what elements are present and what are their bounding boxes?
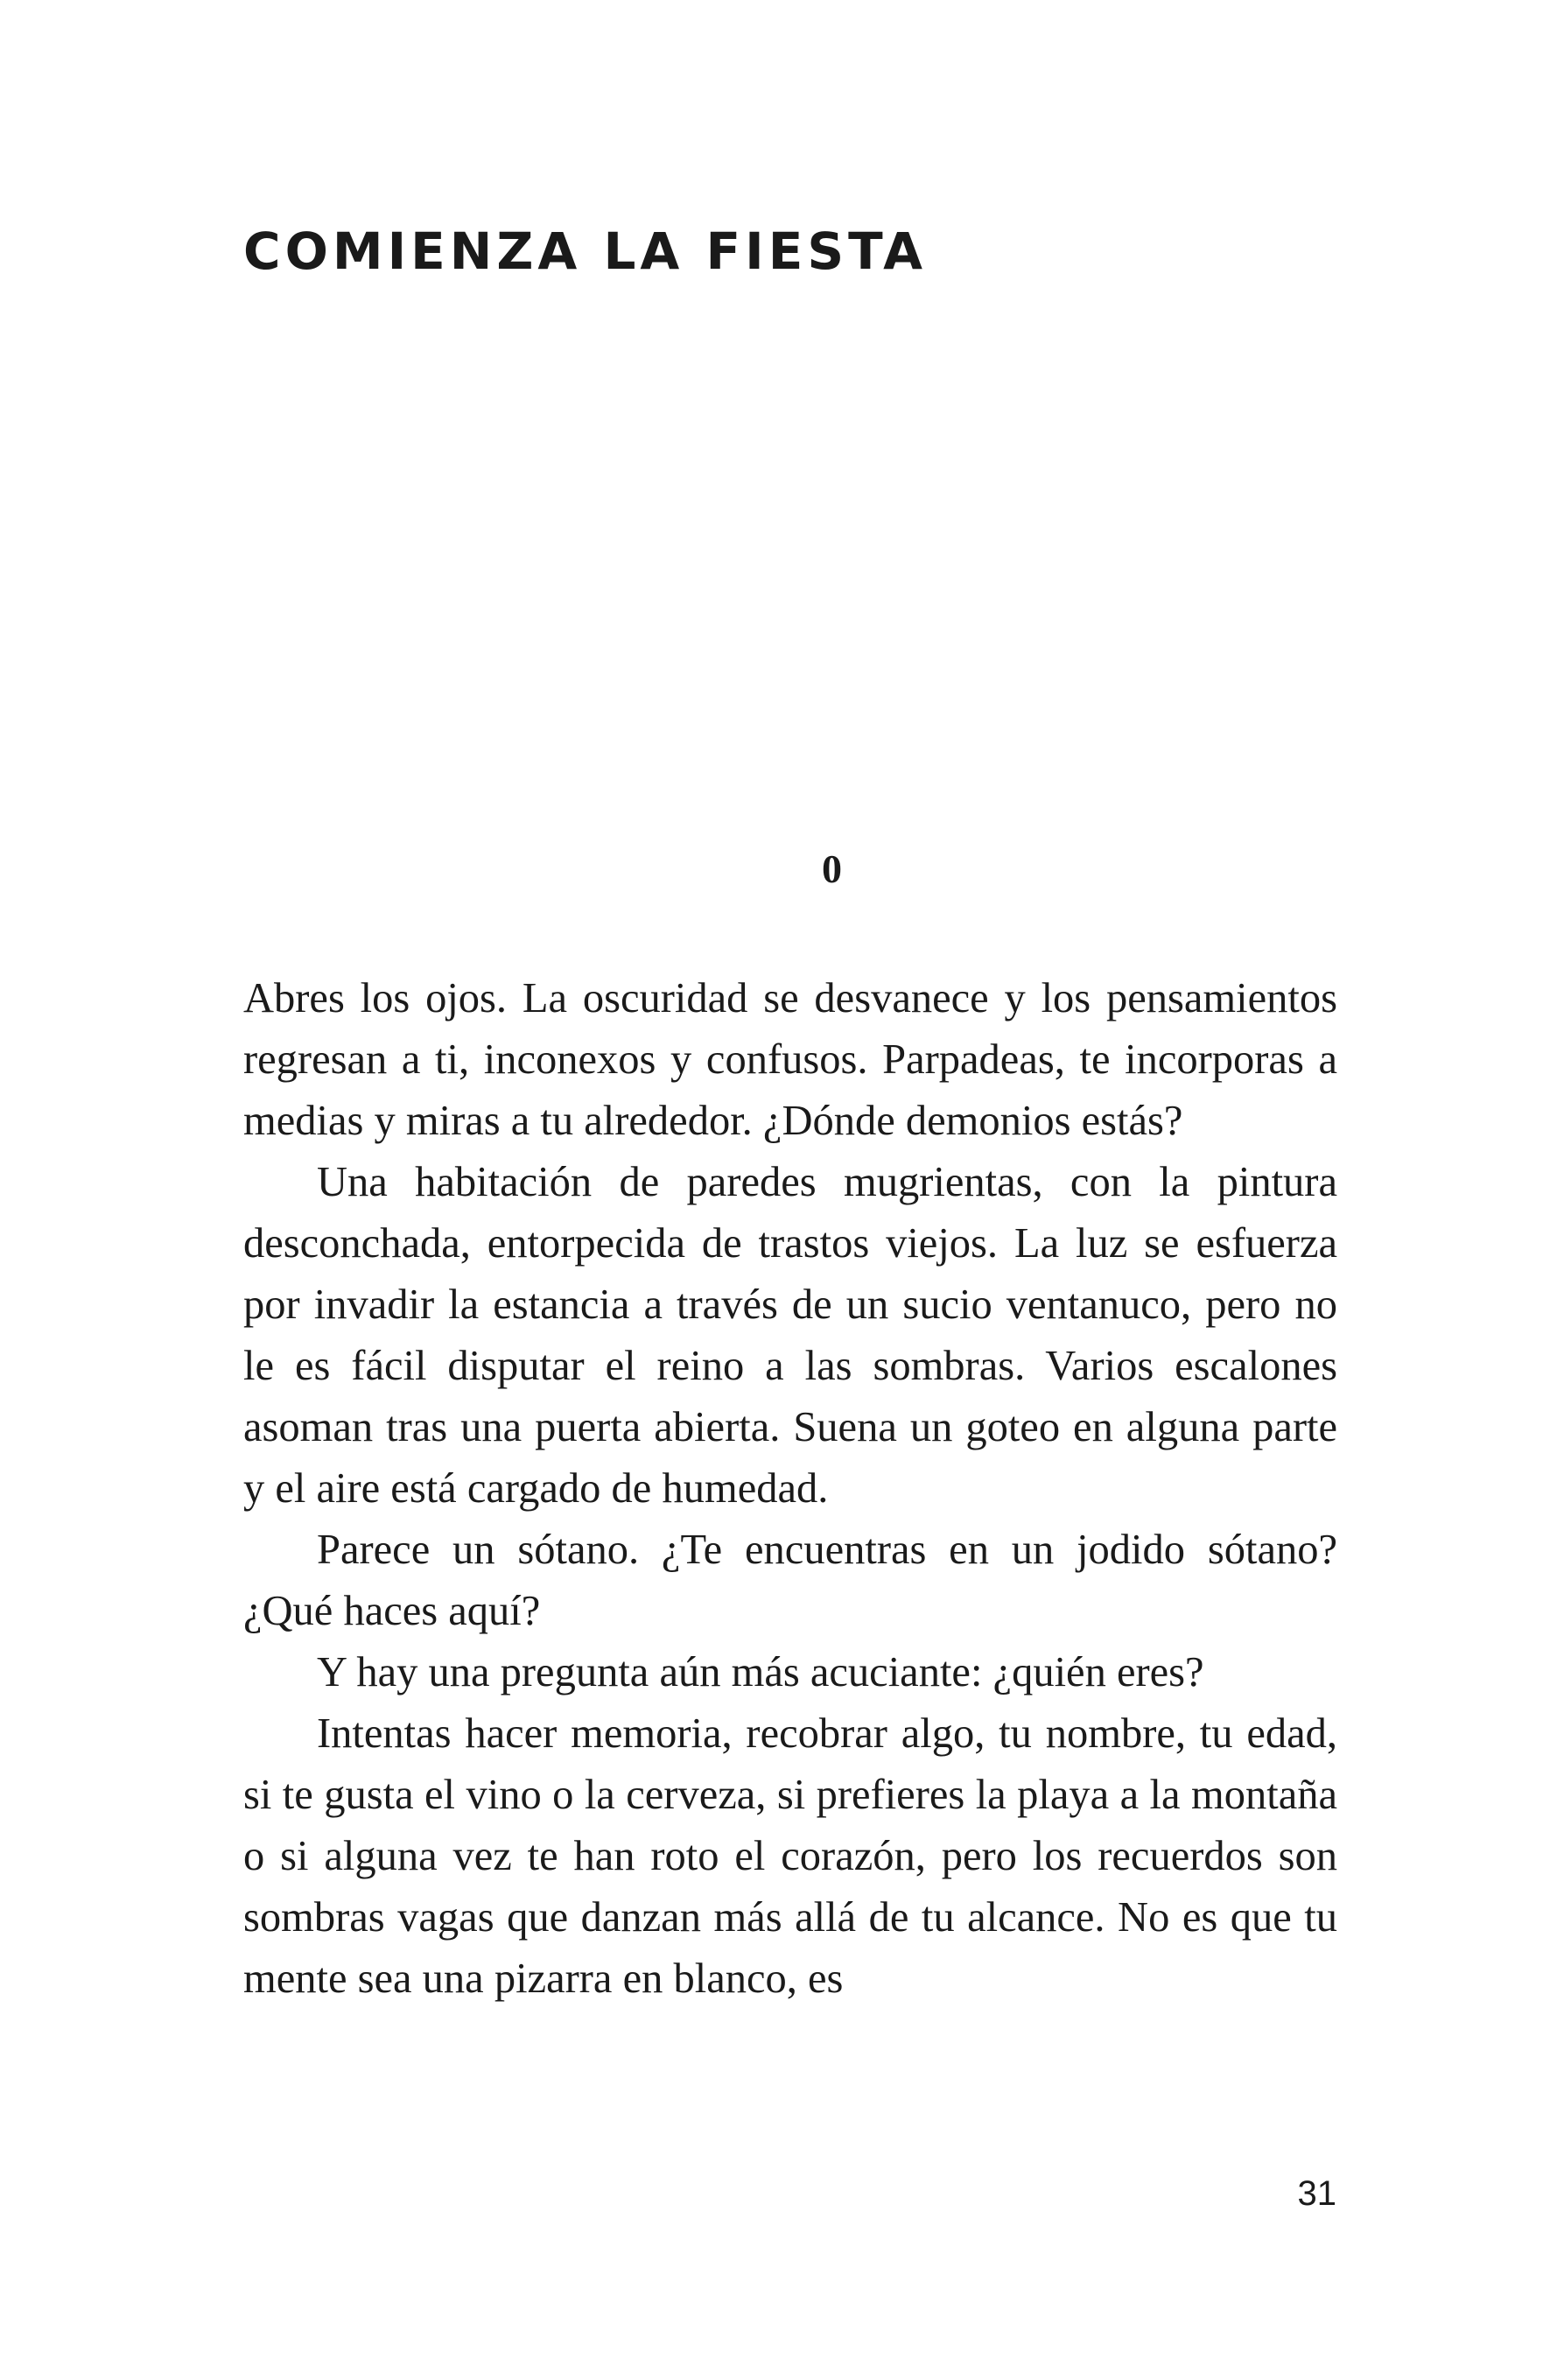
section-number: 0 [822, 846, 842, 891]
paragraph: Parece un sótano. ¿Te encuentras en un jodido sótano? ¿Qué haces aquí? [243, 1527, 1337, 1634]
chapter-title: COMIENZA LA FIESTA [243, 221, 928, 281]
paragraph: Intentas hacer memoria, recobrar algo, tu nombre, tu edad, si te gusta el vino o la cerveza, si prefieres la playa a la montaña o si alguna vez te han roto el corazón, pero los recuerdos son sombras vagas que danzan más allá de tu alcance. No es que tu mente sea una pizarra en blanco, es [243, 1710, 1337, 2002]
paragraph: Una habitación de paredes mugrientas, con la pintura desconchada, entorpecida de trastos viejos. La luz se esfuerza por invadir la estancia a través de un sucio ventanuco, pero no le es fácil disputar el reino a las sombras. Varios escalones asoman tras una puerta abierta. Suena un goteo en alguna parte y el aire está cargado de humedad. [243, 1159, 1337, 1512]
body-text [243, 968, 1337, 2010]
page-number: 31 [1297, 2174, 1336, 2213]
paragraph: Y hay una pregunta aún más acuciante: ¿quién eres? [317, 1649, 1204, 1695]
paragraph: Abres los ojos. La oscuridad se desvanece y los pensamientos regresan a ti, inconexos y confusos. Parpadeas, te incorporas a medias y miras a tu alrededor. ¿Dónde demonios estás? [243, 975, 1337, 1144]
